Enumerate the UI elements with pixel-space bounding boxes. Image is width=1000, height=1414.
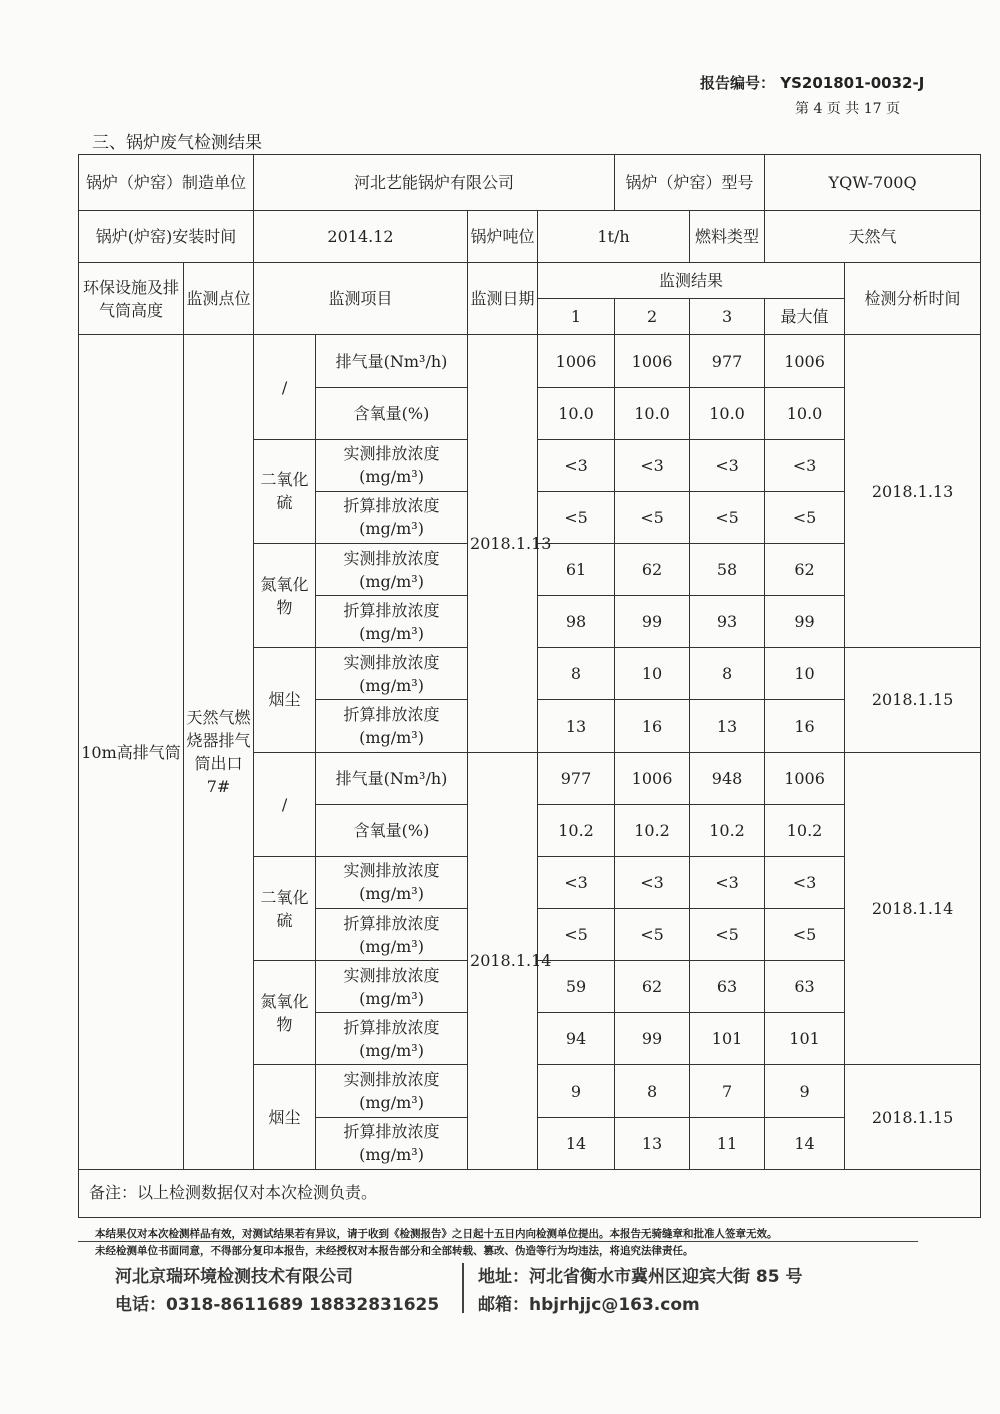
install-label: 锅炉(炉窑)安装时间	[79, 211, 254, 263]
info-row-1	[79, 155, 981, 211]
value-2-cell: 99	[615, 596, 690, 648]
item-cell: 含氧量(%)	[316, 804, 468, 856]
value-3-cell: 13	[690, 700, 765, 752]
item-cell: 实测排放浓度(mg/m³)	[316, 439, 468, 491]
pollutant-cell: 烟尘	[254, 648, 316, 752]
value-1-cell: 8	[538, 648, 615, 700]
value-2-cell: 99	[615, 1013, 690, 1065]
value-1-cell: <3	[538, 439, 615, 491]
item-cell: 实测排放浓度(mg/m³)	[316, 961, 468, 1013]
value-max-cell: 10	[765, 648, 845, 700]
maker-label: 锅炉（炉窑）制造单位	[79, 155, 254, 211]
pollutant-cell: 二氧化硫	[254, 856, 316, 960]
analysis-time-cell: 2018.1.15	[845, 1065, 981, 1169]
item-cell: 实测排放浓度(mg/m³)	[316, 1065, 468, 1117]
table-body	[79, 155, 981, 1218]
value-3-cell: 10.0	[690, 387, 765, 439]
value-3-cell: 11	[690, 1117, 765, 1169]
value-3-cell: 948	[690, 752, 765, 804]
analysis-time-header: 检测分析时间	[845, 263, 981, 335]
value-3-cell: <5	[690, 909, 765, 961]
item-cell: 排气量(Nm³/h)	[316, 752, 468, 804]
value-2-cell: 10.0	[615, 387, 690, 439]
value-max-cell: 16	[765, 700, 845, 752]
facility-value: 10m高排气筒	[79, 335, 184, 1169]
value-1-cell: 10.2	[538, 804, 615, 856]
value-2-cell: 10.2	[615, 804, 690, 856]
item-cell: 折算排放浓度(mg/m³)	[316, 700, 468, 752]
date-cell: 2018.1.13	[468, 335, 538, 752]
value-max-cell: 62	[765, 544, 845, 596]
value-2-cell: 8	[615, 1065, 690, 1117]
value-1-cell: 61	[538, 544, 615, 596]
item-cell: 折算排放浓度(mg/m³)	[316, 491, 468, 543]
report-number: 报告编号： YS201801-0032-J	[700, 74, 925, 92]
value-max-cell: <5	[765, 491, 845, 543]
footer-vertical-divider	[462, 1263, 464, 1313]
item-cell: 折算排放浓度(mg/m³)	[316, 1013, 468, 1065]
note-text: 备注：以上检测数据仅对本次检测负责。	[79, 1169, 981, 1217]
tonnage-value: 1t/h	[538, 211, 690, 263]
value-3-cell: 10.2	[690, 804, 765, 856]
value-2-cell: <5	[615, 491, 690, 543]
value-max-cell: 14	[765, 1117, 845, 1169]
pollutant-cell: 氮氧化物	[254, 544, 316, 648]
value-max-cell: <5	[765, 909, 845, 961]
item-cell: 折算排放浓度(mg/m³)	[316, 909, 468, 961]
value-2-cell: 62	[615, 544, 690, 596]
fuel-value: 天然气	[765, 211, 981, 263]
value-2-cell: 62	[615, 961, 690, 1013]
value-max-cell: 9	[765, 1065, 845, 1117]
value-2-cell: 16	[615, 700, 690, 752]
value-1-cell: 14	[538, 1117, 615, 1169]
value-max-cell: 1006	[765, 335, 845, 387]
footer-email: 邮箱：hbjrhjjc@163.com	[478, 1295, 700, 1315]
value-1-cell: <5	[538, 491, 615, 543]
value-max-cell: 63	[765, 961, 845, 1013]
value-3-cell: <5	[690, 491, 765, 543]
value-2-cell: 13	[615, 1117, 690, 1169]
value-3-cell: 977	[690, 335, 765, 387]
value-3-cell: 93	[690, 596, 765, 648]
footer-divider-line	[78, 1241, 918, 1242]
point-header: 监测点位	[184, 263, 254, 335]
model-value: YQW-700Q	[765, 155, 981, 211]
footer-company: 河北京瑞环境检测技术有限公司	[115, 1267, 353, 1287]
date-cell: 2018.1.14	[468, 752, 538, 1169]
boiler-exhaust-table	[78, 154, 981, 1218]
note-row	[79, 1169, 981, 1217]
result-header: 监测结果	[538, 263, 845, 299]
point-value: 天然气燃烧器排气筒出口 7#	[184, 335, 254, 1169]
item-cell: 排气量(Nm³/h)	[316, 335, 468, 387]
value-2-cell: 1006	[615, 752, 690, 804]
value-3-cell: 7	[690, 1065, 765, 1117]
value-1-cell: <5	[538, 909, 615, 961]
value-3-cell: 101	[690, 1013, 765, 1065]
item-cell: 折算排放浓度(mg/m³)	[316, 1117, 468, 1169]
model-label: 锅炉（炉窑）型号	[615, 155, 765, 211]
result-max-header: 最大值	[765, 299, 845, 335]
value-max-cell: 10.0	[765, 387, 845, 439]
date-header: 监测日期	[468, 263, 538, 335]
value-max-cell: <3	[765, 856, 845, 908]
pollutant-cell: 氮氧化物	[254, 961, 316, 1065]
value-2-cell: 1006	[615, 335, 690, 387]
value-1-cell: 977	[538, 752, 615, 804]
value-3-cell: 8	[690, 648, 765, 700]
value-3-cell: 58	[690, 544, 765, 596]
footer-address: 地址：河北省衡水市冀州区迎宾大街 85 号	[478, 1267, 803, 1287]
value-max-cell: 10.2	[765, 804, 845, 856]
pollutant-cell: 二氧化硫	[254, 439, 316, 543]
maker-value: 河北艺能锅炉有限公司	[254, 155, 615, 211]
pollutant-cell: /	[254, 752, 316, 856]
value-1-cell: 1006	[538, 335, 615, 387]
item-cell: 折算排放浓度(mg/m³)	[316, 596, 468, 648]
value-1-cell: 10.0	[538, 387, 615, 439]
page-info: 第 4 页 共 17 页	[795, 101, 900, 117]
value-2-cell: 10	[615, 648, 690, 700]
pollutant-cell: 烟尘	[254, 1065, 316, 1169]
value-3-cell: <3	[690, 439, 765, 491]
item-cell: 实测排放浓度(mg/m³)	[316, 544, 468, 596]
value-3-cell: <3	[690, 856, 765, 908]
value-1-cell: 13	[538, 700, 615, 752]
item-cell: 实测排放浓度(mg/m³)	[316, 648, 468, 700]
footer-phone: 电话：0318-8611689 18832831625	[115, 1295, 440, 1315]
disclaimer-line-1: 本结果仅对本次检测样品有效，对测试结果若有异议，请于收到《检测报告》之日起十五日内向检测单位提出。本报告无骑缝章和批准人签章无效。	[95, 1228, 778, 1240]
value-2-cell: <3	[615, 439, 690, 491]
table-row	[79, 335, 981, 387]
info-row-2	[79, 211, 981, 263]
value-1-cell: 59	[538, 961, 615, 1013]
result-2-header: 2	[615, 299, 690, 335]
value-2-cell: <3	[615, 856, 690, 908]
result-3-header: 3	[690, 299, 765, 335]
value-1-cell: 98	[538, 596, 615, 648]
result-1-header: 1	[538, 299, 615, 335]
analysis-time-cell: 2018.1.13	[845, 335, 981, 648]
value-3-cell: 63	[690, 961, 765, 1013]
value-max-cell: 99	[765, 596, 845, 648]
value-max-cell: 1006	[765, 752, 845, 804]
fuel-label: 燃料类型	[690, 211, 765, 263]
facility-header: 环保设施及排气筒高度	[79, 263, 184, 335]
column-header-row	[79, 263, 981, 299]
install-value: 2014.12	[254, 211, 468, 263]
value-1-cell: <3	[538, 856, 615, 908]
value-1-cell: 94	[538, 1013, 615, 1065]
value-max-cell: <3	[765, 439, 845, 491]
disclaimer-line-2: 未经检测单位书面同意，不得部分复印本报告，未经授权对本报告部分和全部转载、篡改、伪造等行为均违法，将追究法律责任。	[95, 1245, 694, 1257]
item-header: 监测项目	[254, 263, 468, 335]
value-2-cell: <5	[615, 909, 690, 961]
item-cell: 实测排放浓度(mg/m³)	[316, 856, 468, 908]
section-title: 三、锅炉废气检测结果	[92, 133, 262, 153]
analysis-time-cell: 2018.1.14	[845, 752, 981, 1065]
value-max-cell: 101	[765, 1013, 845, 1065]
item-cell: 含氧量(%)	[316, 387, 468, 439]
value-1-cell: 9	[538, 1065, 615, 1117]
tonnage-label: 锅炉吨位	[468, 211, 538, 263]
analysis-time-cell: 2018.1.15	[845, 648, 981, 752]
pollutant-cell: /	[254, 335, 316, 439]
